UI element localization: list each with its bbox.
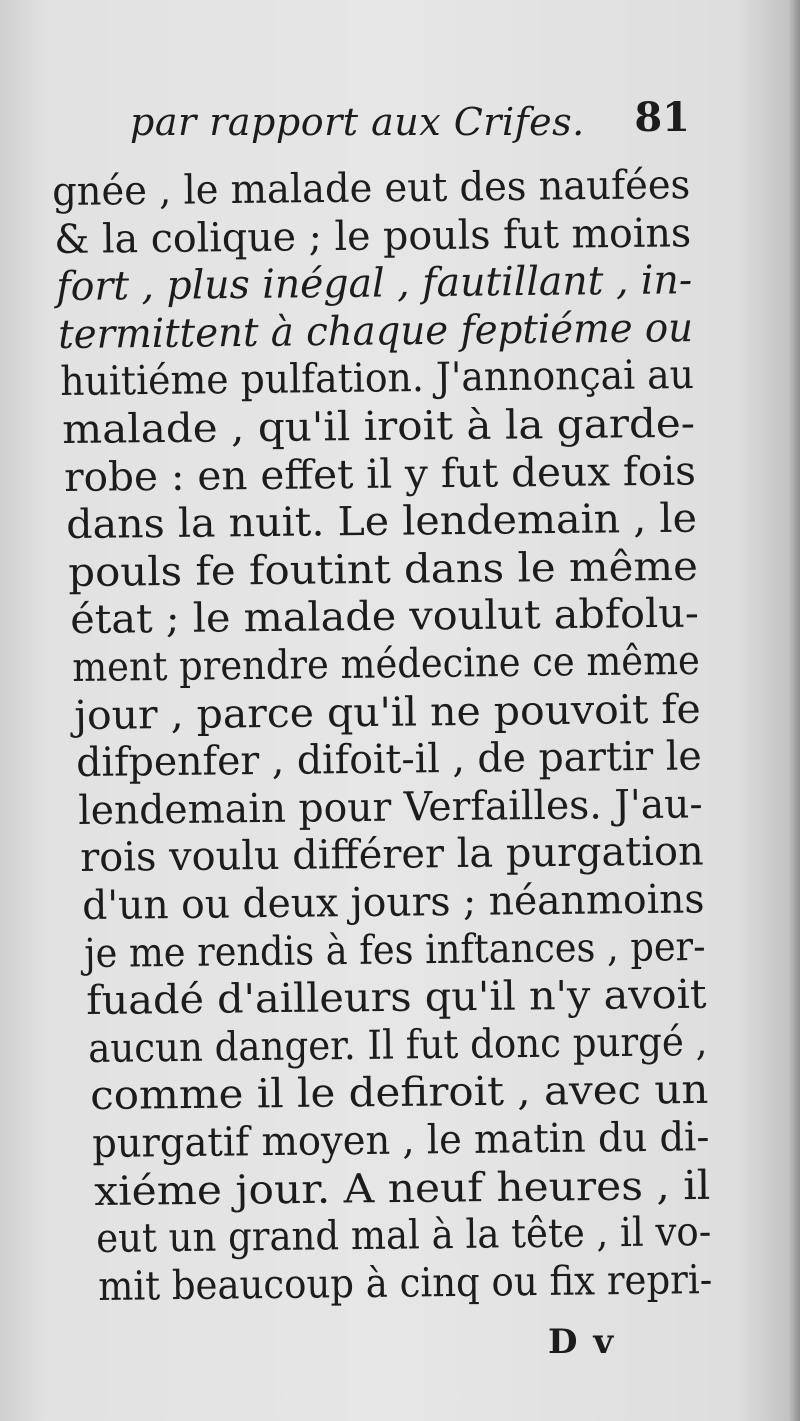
text-line: dans la nuit. Le lendemain , le [66,495,698,549]
page-header [130,94,690,160]
text-line: huitiéme pulfation. J'annonçai au [60,352,695,406]
text-line: eut un grand mal à la tête , il vo- [96,1209,712,1263]
text-line: jour , parce qu'il ne pouvoit fe [74,686,701,739]
text-line: rois voulu différer la purgation [80,828,704,882]
text-line: purgatif moyen , le matin du di- [92,1114,710,1167]
text-line: gnée , le malade eut des naufées [52,162,691,215]
text-line: termittent à chaque feptiéme ou [58,304,694,358]
text-line: fort , plus inégal , fautillant , in- [56,257,693,311]
text-line: fuadé d'ailleurs qu'il n'y avoit [86,971,707,1025]
text-line: malade , qu'il iroit à la garde- [62,400,696,453]
text-line: je me rendis à fes inftances , per- [84,923,706,977]
text-line: pouls fe foutint dans le même [68,543,699,596]
text-line: & la colique ; le pouls fut moins [54,209,692,263]
text-line: aucun danger. Il fut donc purgé , [88,1018,708,1072]
text-line: mit beaucoup à cinq ou fix repri- [98,1256,713,1310]
text-line: comme il le defiroit , avec un [90,1067,709,1120]
page-number: 81 [634,94,690,141]
text-line: difpenfer , difoit-il , de partir le [76,733,702,787]
signature-mark: D v [548,1322,616,1362]
text-line: état ; le malade voulut abfolu- [70,591,700,644]
text-line: robe : en effet il y fut deux fois [64,448,697,501]
page-edge-shadow [790,0,800,1421]
text-line: xiéme jour. A neuf heures , il [94,1162,711,1215]
text-line: ment prendre médecine ce même [72,637,701,691]
running-head: par rapport aux Crifes. [130,100,585,144]
text-line: lendemain pour Verfailles. J'au- [78,781,703,834]
text-line: d'un ou deux jours ; néanmoins [82,876,705,929]
